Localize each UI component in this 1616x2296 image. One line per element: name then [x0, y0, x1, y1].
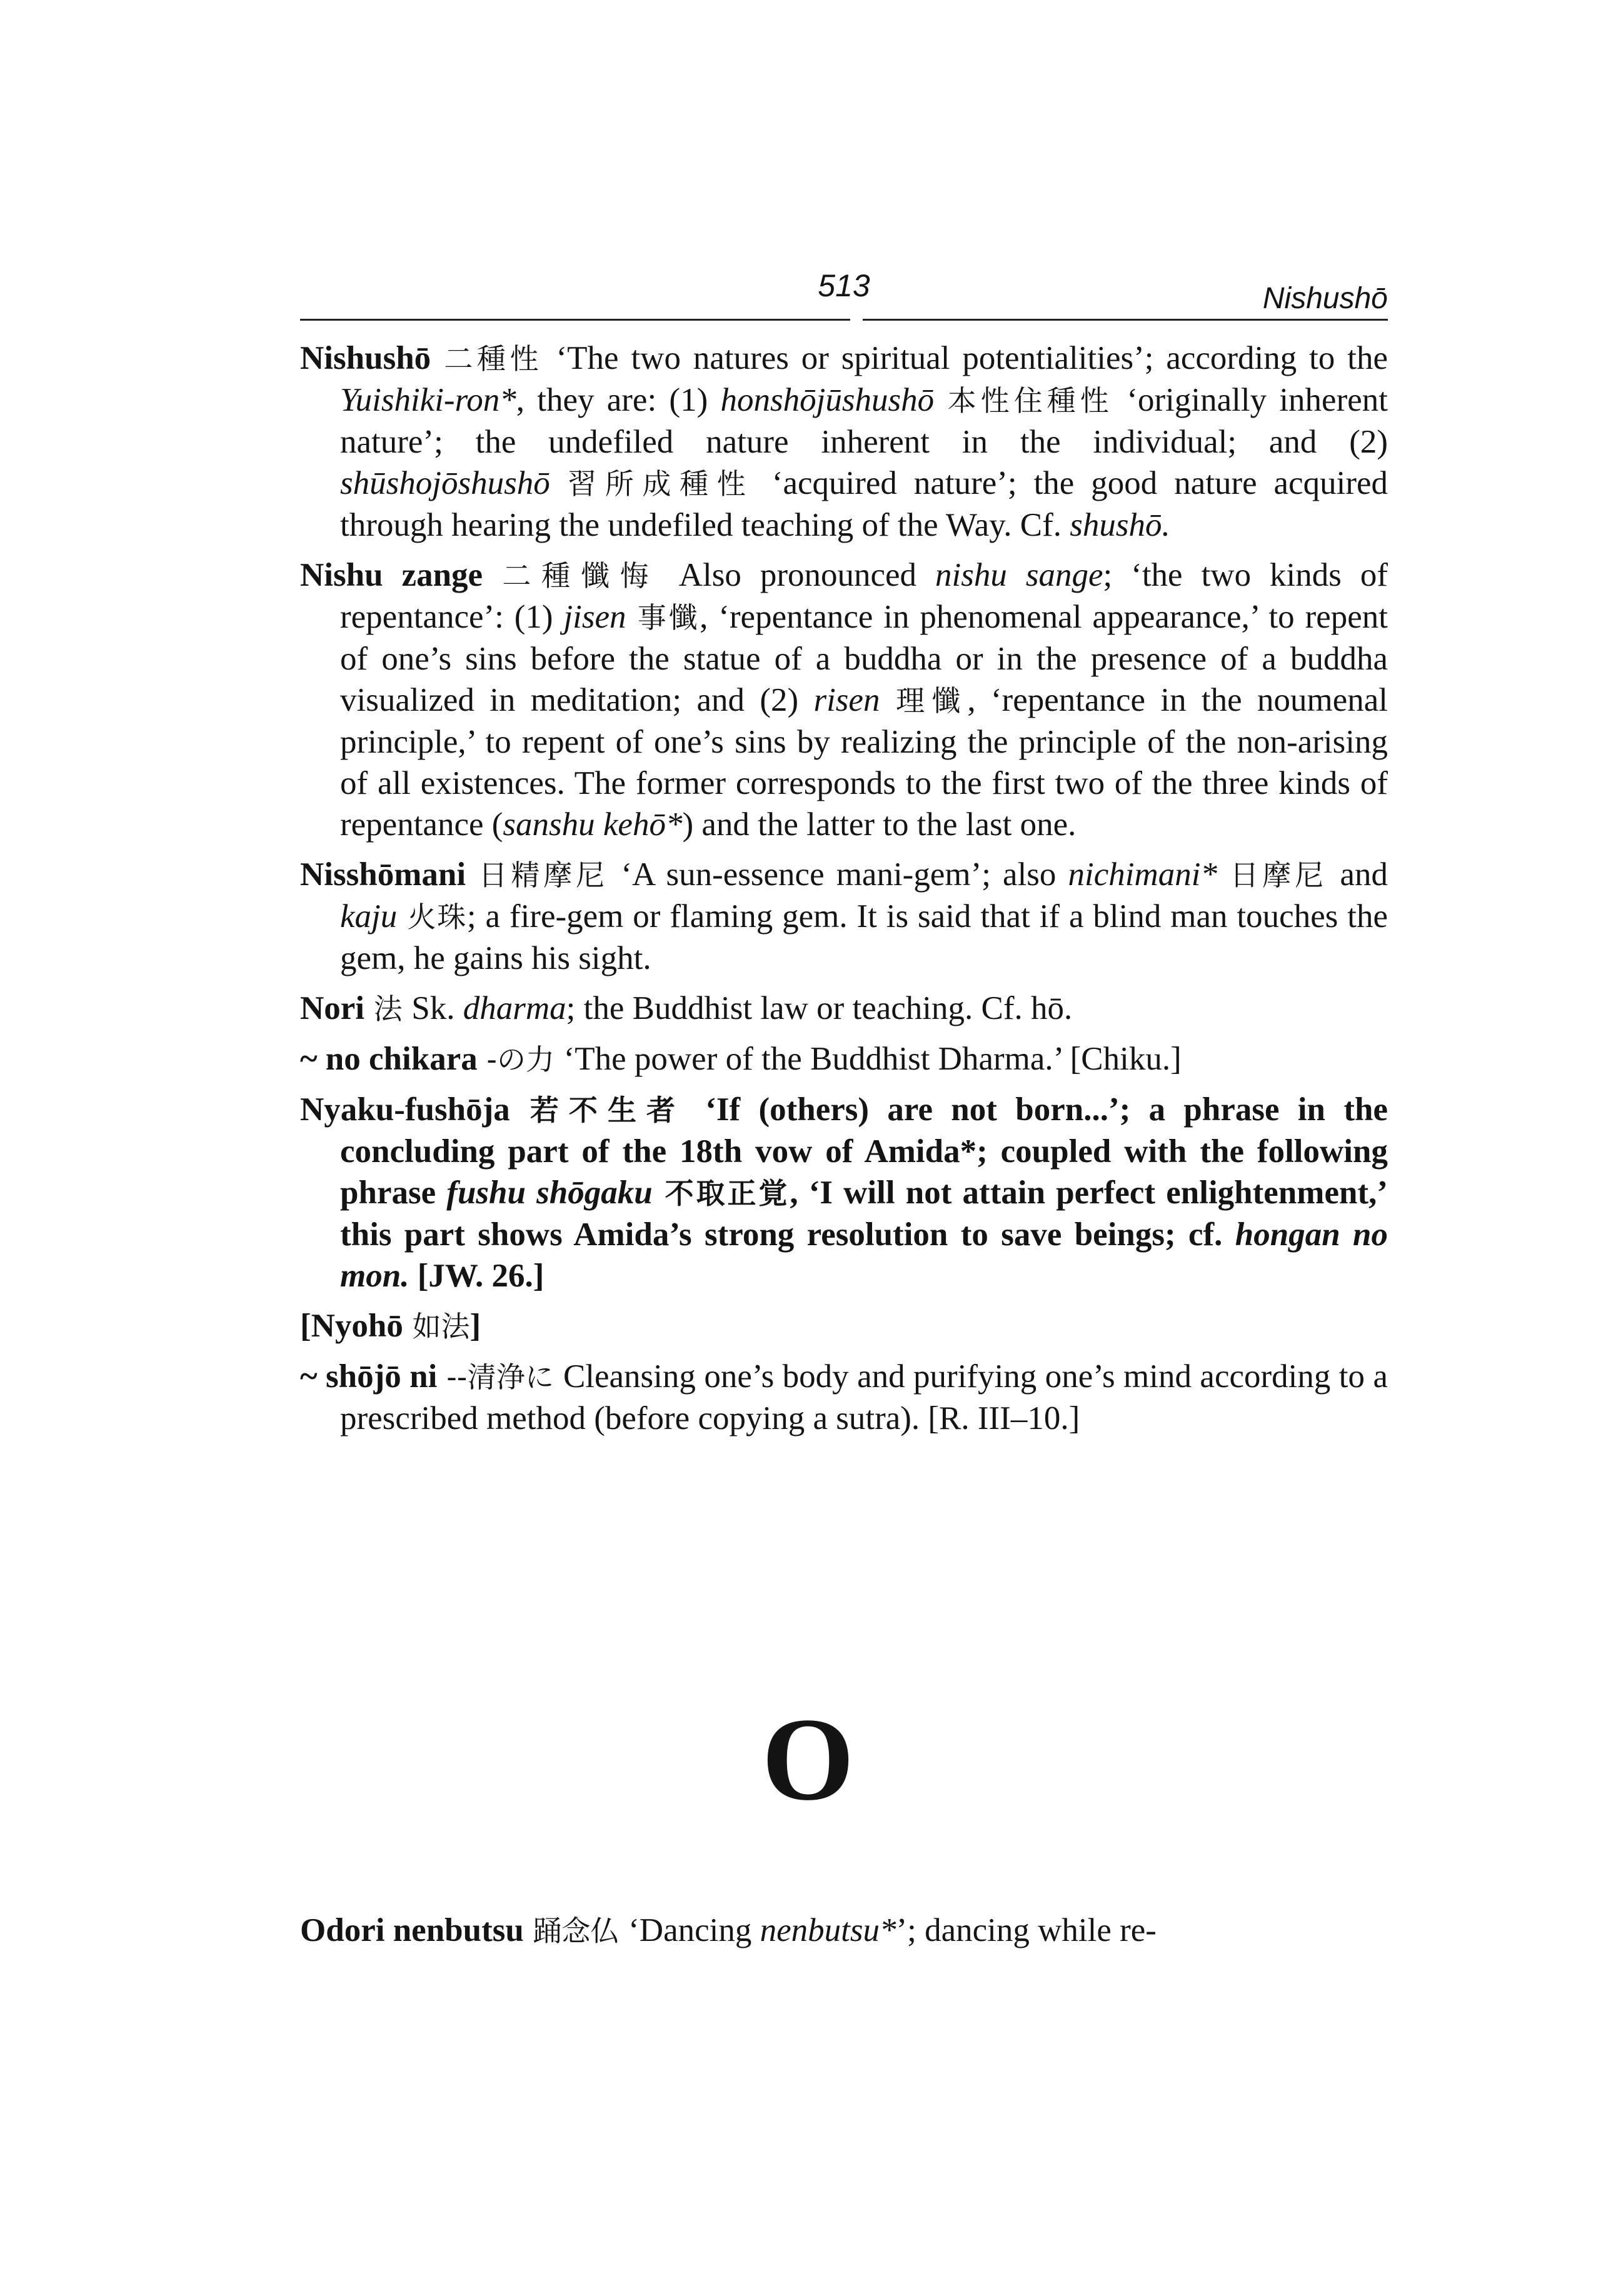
entry-headword: ~ no chikara	[300, 1041, 478, 1077]
entry-text: , ‘repentance in phenomenal appearance,’ to repent of one’s sins before the statue of a buddha or in the presence of a buddha visualized in meditation; and (2)	[340, 599, 1388, 718]
entry-kanji: 日摩尼	[1217, 858, 1340, 892]
entry-text: ’; dancing while re-	[896, 1912, 1157, 1948]
entry-text: and	[1340, 856, 1388, 893]
entry-italic-term: jisen	[563, 599, 626, 635]
entry-kanji: 踊念仏	[523, 1914, 629, 1948]
entry-italic-term: shūshojōshushō	[340, 465, 550, 501]
header-rule-right	[863, 319, 1388, 321]
entry-headword: Nishu zange	[300, 557, 483, 593]
entry-kanji: 二種性	[431, 342, 556, 376]
entry-italic-term: fushu shōgaku	[446, 1175, 653, 1211]
entry-list	[300, 338, 1388, 1448]
dictionary-entry	[300, 988, 1388, 1030]
entry-kanji: 本性住種性	[934, 384, 1127, 418]
entry-italic-term: nichimani*	[1068, 856, 1217, 893]
entry-text: Sk.	[411, 990, 463, 1026]
entry-text: ‘If (others) are not born...’; a phrase in the concluding part of the 18th vow of Amida*; coupled with the following phrase	[340, 1091, 1388, 1211]
entry-italic-term: sanshu kehō*	[503, 806, 683, 843]
entry-kanji: 習所成種性	[550, 467, 772, 501]
entry-headword: Odori nenbutsu	[300, 1912, 524, 1948]
entry-text: ‘A sun-essence mani-gem’; also	[621, 856, 1068, 893]
entry-headword: Nishushō	[300, 340, 431, 376]
entry-italic-term: kaju	[340, 898, 398, 935]
entry-italic-term: nenbutsu*	[760, 1912, 896, 1948]
entry-text: ; the Buddhist law or teaching. Cf. hō.	[566, 990, 1073, 1026]
dictionary-entry	[300, 854, 1388, 979]
entry-headword: [Nyohō	[300, 1308, 403, 1344]
entry-italic-term: Yuishiki-ron*	[340, 382, 516, 418]
entry-text: , ‘I will not attain perfect enlightenment,’ this part shows Amida’s strong resolution to save beings; cf.	[340, 1175, 1388, 1253]
entry-text: , they are: (1)	[516, 382, 721, 418]
entry-text: [JW. 26.]	[409, 1258, 545, 1294]
entry-text: ; a fire-gem or flaming gem. It is said that if a blind man touches the gem, he gains his sight.	[340, 898, 1388, 976]
header-rule-left	[300, 319, 850, 321]
page-number: 513	[818, 268, 870, 303]
entry-text: ; ‘the two kinds of repentance’: (1)	[340, 557, 1388, 635]
dictionary-entry	[300, 338, 1388, 546]
entry-text: ]	[469, 1308, 481, 1344]
entry-text: ) and the latter to the last one.	[682, 806, 1076, 843]
running-head	[300, 263, 1388, 319]
entry-italic-term: risen	[813, 682, 880, 718]
entry-italic-term: dharma	[463, 990, 566, 1026]
entry-kanji: --清浄に	[437, 1360, 563, 1394]
entry-list-o	[300, 1910, 1388, 1960]
entry-italic-term: hongan no mon.	[340, 1216, 1388, 1294]
entry-text: Also pronounced	[678, 557, 935, 593]
entry-kanji: 火珠	[397, 900, 467, 934]
dictionary-entry	[300, 554, 1388, 845]
entry-kanji: 不取正覚	[652, 1176, 790, 1210]
entry-italic-term: nishu sange	[935, 557, 1103, 593]
entry-kanji: 二種懺悔	[483, 559, 679, 593]
dictionary-entry	[300, 1910, 1388, 1952]
entry-kanji: 理懺	[880, 684, 968, 718]
dictionary-entry	[300, 1089, 1388, 1296]
entry-headword: Nori	[300, 990, 365, 1026]
header-word: Nishushō	[1262, 282, 1388, 315]
dictionary-entry	[300, 1305, 1388, 1347]
entry-headword: ~ shōjō ni	[300, 1358, 438, 1395]
entry-headword: Nyaku-fushōja	[300, 1091, 510, 1128]
entry-italic-term: honshōjūshushō	[720, 382, 935, 418]
entry-kanji: 法	[364, 992, 412, 1026]
dictionary-entry	[300, 1356, 1388, 1439]
entry-text: ‘acquired nature’; the good nature acquired through hearing the undefiled teaching of the Way. Cf.	[340, 465, 1388, 543]
entry-kanji: 事懺	[626, 601, 700, 634]
entry-text: ‘originally inherent nature’; the undefiled nature inherent in the individual; and (2)	[340, 382, 1388, 460]
entry-kanji: -の力	[477, 1043, 564, 1076]
entry-kanji: 日精摩尼	[466, 858, 621, 892]
entry-text: Cleansing one’s body and purifying one’s mind according to a prescribed method (before copying a sutra). [R. III–10.]	[340, 1358, 1388, 1436]
entry-text: ‘Dancing	[628, 1912, 760, 1948]
dictionary-entry	[300, 1038, 1388, 1080]
entry-kanji: 如法	[403, 1310, 470, 1343]
entry-italic-term: shushō.	[1070, 507, 1170, 543]
section-letter: O	[761, 1694, 855, 1825]
entry-text: ‘The two natures or spiritual potentialities’; according to the	[556, 340, 1388, 376]
entry-text: , ‘repentance in the noumenal principle,’ to repent of one’s sins by realizing the principle of the non-arising of all existences. The former corresponds to the first two of the three kinds of repentance (	[340, 682, 1388, 843]
entry-headword: Nisshōmani	[300, 856, 466, 893]
entry-text: ‘The power of the Buddhist Dharma.’ [Chiku.]	[563, 1041, 1182, 1077]
entry-kanji: 若不生者	[509, 1093, 706, 1127]
